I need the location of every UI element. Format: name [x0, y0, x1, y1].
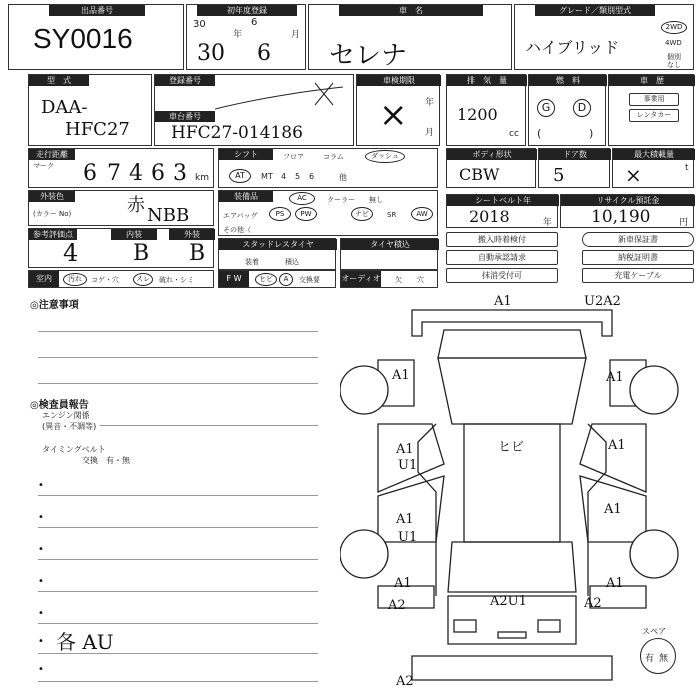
btn-cancel-accept: 抹消受付可	[446, 268, 558, 283]
car-name-label: 車 名	[339, 5, 483, 16]
btn-auto-approval: 自動承認請求	[446, 250, 558, 265]
color-label: 外装色	[29, 191, 75, 202]
max-load-box	[612, 148, 694, 188]
displacement-label: 排 気 量	[447, 75, 527, 86]
seatbelt-hw: 2018	[469, 207, 510, 226]
chassis-label: 車台番号	[155, 111, 215, 122]
first-reg-month-hw: 6	[257, 41, 271, 66]
note-hw: 各 AU	[56, 630, 114, 654]
room-scuff: スレ	[133, 273, 153, 286]
trans-mt: MT	[261, 172, 273, 181]
note-line	[38, 356, 318, 358]
sheet-id: SY0016	[33, 23, 133, 54]
interior-label: 内装	[111, 229, 157, 240]
shift-box	[218, 148, 438, 188]
registration-label: 登録番号	[155, 75, 215, 86]
first-reg-month-print: 6	[251, 17, 258, 28]
damage-mark: A1	[396, 512, 414, 527]
model-hw: DAA-	[41, 97, 88, 118]
recycle-label: リサイクル預託金	[561, 195, 695, 206]
lot-number-box	[8, 4, 184, 70]
damage-mark: ヒビ	[498, 440, 525, 455]
lot-number-label: 出品番号	[49, 5, 145, 16]
audio-missing: 欠	[395, 276, 402, 284]
exterior-label: 外装	[169, 229, 215, 240]
bullet: •	[38, 576, 44, 587]
trans-6: 6	[309, 172, 315, 181]
note-line	[38, 558, 318, 560]
fuel-d: D	[573, 99, 591, 117]
fw-box	[218, 270, 336, 288]
color-box	[28, 190, 214, 226]
door-count-label: ドア数	[539, 149, 611, 160]
shift-column: コラム	[323, 153, 344, 161]
bullet: •	[38, 636, 44, 647]
usage-business: 事業用	[629, 93, 679, 106]
mileage-digit: 7	[107, 161, 121, 186]
displacement-unit: cc	[509, 129, 519, 139]
grade-hw: ハイブリッド	[525, 38, 620, 57]
windshield	[438, 358, 586, 424]
first-reg-year-hw: 30	[197, 41, 225, 66]
damage-mark: U1	[398, 530, 418, 545]
model-label: 型 式	[29, 75, 89, 86]
mileage-label: 走行距離	[29, 149, 75, 160]
drive-none: 個別なし	[667, 53, 681, 69]
room-burn: コゲ・穴	[91, 276, 119, 284]
body-shape-hw: CBW	[459, 165, 500, 184]
inspection-year-unit: 年	[425, 98, 435, 108]
engine-label: エンジン関係	[42, 411, 90, 420]
studless-label: スタッドレスタイヤ	[219, 239, 337, 250]
damage-mark: A1	[606, 576, 624, 591]
side-left-outline	[418, 424, 436, 596]
max-load-label: 最大積載量	[613, 149, 695, 160]
damage-mark: A2U1	[490, 594, 527, 609]
rear-lamp-right	[538, 620, 560, 632]
engine-sub: (異音・不調等)	[42, 422, 97, 431]
equip-none: 無し	[369, 196, 383, 204]
trans-at: AT	[229, 169, 251, 183]
note-line	[38, 382, 318, 384]
note-line	[100, 424, 318, 426]
first-registration-label: 初年度登録	[197, 5, 297, 16]
usage-rental: レンタカー	[629, 109, 679, 122]
bullet: •	[38, 544, 44, 555]
spare-label: スペア	[642, 627, 666, 636]
fuel-paren-open: (	[537, 127, 542, 140]
spare-box	[640, 638, 676, 674]
inspection-label: 車検期限	[357, 75, 441, 86]
equip-sr: SR	[387, 211, 397, 219]
mileage-digit: 4	[129, 161, 143, 186]
damage-mark: A2	[396, 674, 414, 689]
car-diagram	[340, 296, 700, 700]
body-shape-label: ボディ形状	[447, 149, 537, 160]
timing-label: タイミングベルト	[42, 445, 106, 454]
equip-navi: ナビ	[351, 207, 373, 221]
recycle-unit: 円	[679, 218, 689, 228]
score-hw: 4	[63, 239, 79, 267]
equip-cooler: クーラー	[327, 196, 355, 204]
color-hw: 赤	[127, 195, 145, 216]
damage-mark: A2	[388, 598, 406, 613]
fw-a: A	[279, 273, 293, 286]
displacement-hw: 1200	[457, 105, 498, 124]
mileage-digit: 6	[151, 161, 165, 186]
door-count-box	[538, 148, 610, 188]
usage-label: 車 歴	[609, 75, 695, 86]
damage-mark: U1	[398, 458, 418, 473]
note-line	[38, 330, 318, 332]
bullet: •	[38, 608, 44, 619]
spare-value: 有	[645, 654, 655, 664]
trans-5: 5	[295, 172, 301, 181]
seatbelt-unit: 年	[543, 218, 553, 228]
tire-box	[340, 238, 438, 270]
spare-none: 無	[659, 654, 669, 664]
mileage-digit: 6	[83, 161, 97, 186]
rear-left-wheel	[340, 530, 388, 578]
shift-dash: ダッシュ	[365, 150, 405, 163]
damage-mark: A1	[608, 438, 626, 453]
mileage-sub: マーク	[33, 162, 54, 170]
btn-tax-cert: 納税証明書	[582, 250, 694, 265]
seatbelt-box	[446, 194, 558, 228]
rear-window	[448, 542, 576, 592]
audio-box	[340, 270, 438, 288]
rear-lamp-left	[454, 620, 476, 632]
first-reg-year-unit: 年	[233, 30, 243, 40]
damage-mark: A1	[394, 576, 412, 591]
audio-label: オーディオ	[341, 271, 381, 287]
score-label: 参考評価点	[29, 229, 77, 240]
equip-aw: AW	[411, 207, 433, 221]
rear-right-wheel	[630, 530, 678, 578]
bullet: •	[38, 664, 44, 675]
room-tear: 破れ・シミ	[159, 276, 194, 284]
registration-strike	[215, 81, 345, 111]
fw-crack: ヒビ	[255, 273, 277, 286]
first-registration-box	[186, 4, 306, 70]
front-bumper	[412, 310, 612, 336]
color-code-hw: NBB	[147, 205, 190, 226]
tire-label: タイヤ積込	[341, 239, 439, 250]
model-box	[28, 74, 152, 146]
shift-floor: フロア	[283, 153, 304, 161]
inspection-box	[356, 74, 440, 146]
score-box	[28, 228, 214, 268]
max-load-unit: t	[685, 163, 689, 173]
damage-mark: A1	[606, 370, 624, 385]
color-sub: (カラー No)	[33, 210, 72, 218]
grade-box	[514, 4, 694, 70]
mileage-box	[28, 148, 214, 188]
first-reg-year-print: 30	[193, 19, 206, 30]
inspector-title: ◎検査員報告	[30, 400, 89, 411]
registration-box	[154, 74, 354, 146]
drive-4wd: 4WD	[665, 39, 682, 47]
rear-bumper	[412, 656, 612, 680]
grade-label: グレード／類別型式	[535, 5, 655, 16]
equip-ps: PS	[269, 207, 291, 221]
equipment-box	[218, 190, 438, 236]
inspection-month-unit: 月	[425, 128, 435, 138]
exterior-hw: B	[189, 241, 206, 266]
recycle-hw: 10,190	[591, 207, 651, 227]
damage-mark: A1	[494, 294, 512, 309]
body-shape-box	[446, 148, 536, 188]
displacement-box	[446, 74, 526, 146]
shift-label: シフト	[219, 149, 273, 160]
notes-title: ◎注意事項	[30, 300, 79, 311]
inspection-cross: ×	[379, 95, 408, 135]
right-front-door	[580, 424, 646, 492]
fuel-paren-close: )	[589, 127, 594, 140]
first-reg-month-unit: 月	[291, 30, 301, 40]
note-line	[38, 526, 318, 528]
fw-replace: 交換要	[299, 276, 320, 284]
seatbelt-label: シートベルト年	[447, 195, 559, 206]
hood	[438, 330, 586, 358]
usage-box	[608, 74, 694, 146]
equip-pw: PW	[295, 207, 317, 221]
fuel-box	[528, 74, 606, 146]
mileage-unit: km	[195, 173, 209, 183]
note-line	[38, 622, 318, 624]
fuel-g: G	[537, 99, 555, 117]
car-name-hw: セレナ	[329, 41, 408, 71]
note-line	[38, 652, 318, 654]
equipment-label: 装備品	[219, 191, 273, 202]
model-hw2: HFC27	[65, 119, 130, 140]
audio-hole: 穴	[417, 276, 424, 284]
note-line	[38, 590, 318, 592]
damage-mark: A1	[392, 368, 410, 383]
studless-loaded: 積込	[285, 258, 299, 266]
car-name-box	[308, 4, 512, 70]
damage-mark: U2A2	[584, 294, 621, 309]
bullet: •	[38, 480, 44, 491]
room-box	[28, 270, 214, 288]
equip-other: その他（	[223, 226, 251, 234]
btn-warranty: 新車保証書	[582, 232, 694, 247]
max-load-hw: ×	[625, 163, 642, 187]
btn-arrival-check: 搬入時着検付	[446, 232, 558, 247]
trans-4: 4	[281, 172, 287, 181]
chassis-hw: HFC27-014186	[171, 123, 303, 143]
front-right-wheel	[630, 366, 678, 414]
door-count-hw: 5	[553, 165, 565, 186]
timing-sub: 交換 有・無	[82, 456, 130, 465]
equip-airbag: エアバッグ	[223, 212, 258, 220]
interior-hw: B	[133, 241, 150, 266]
btn-charge-cable: 充電ケーブル	[582, 268, 694, 283]
drive-2wd: 2WD	[661, 21, 687, 34]
trans-other: 他	[339, 173, 347, 182]
bullet: •	[38, 512, 44, 523]
recycle-box	[560, 194, 694, 228]
equip-ac: AC	[289, 192, 315, 205]
front-left-wheel	[340, 366, 388, 414]
note-line	[38, 680, 318, 682]
damage-mark: A1	[604, 502, 622, 517]
damage-mark: A2	[584, 596, 602, 611]
note-line	[38, 494, 318, 496]
rear-plate	[498, 632, 526, 638]
damage-mark: A1	[396, 442, 414, 457]
mileage-digit: 3	[173, 161, 187, 186]
fw-label: F W	[219, 271, 249, 287]
room-dirt: 汚れ	[63, 273, 87, 286]
room-label: 室内	[29, 271, 59, 287]
studless-box	[218, 238, 336, 270]
fuel-label: 燃 料	[529, 75, 607, 86]
studless-mounted: 装着	[245, 258, 259, 266]
